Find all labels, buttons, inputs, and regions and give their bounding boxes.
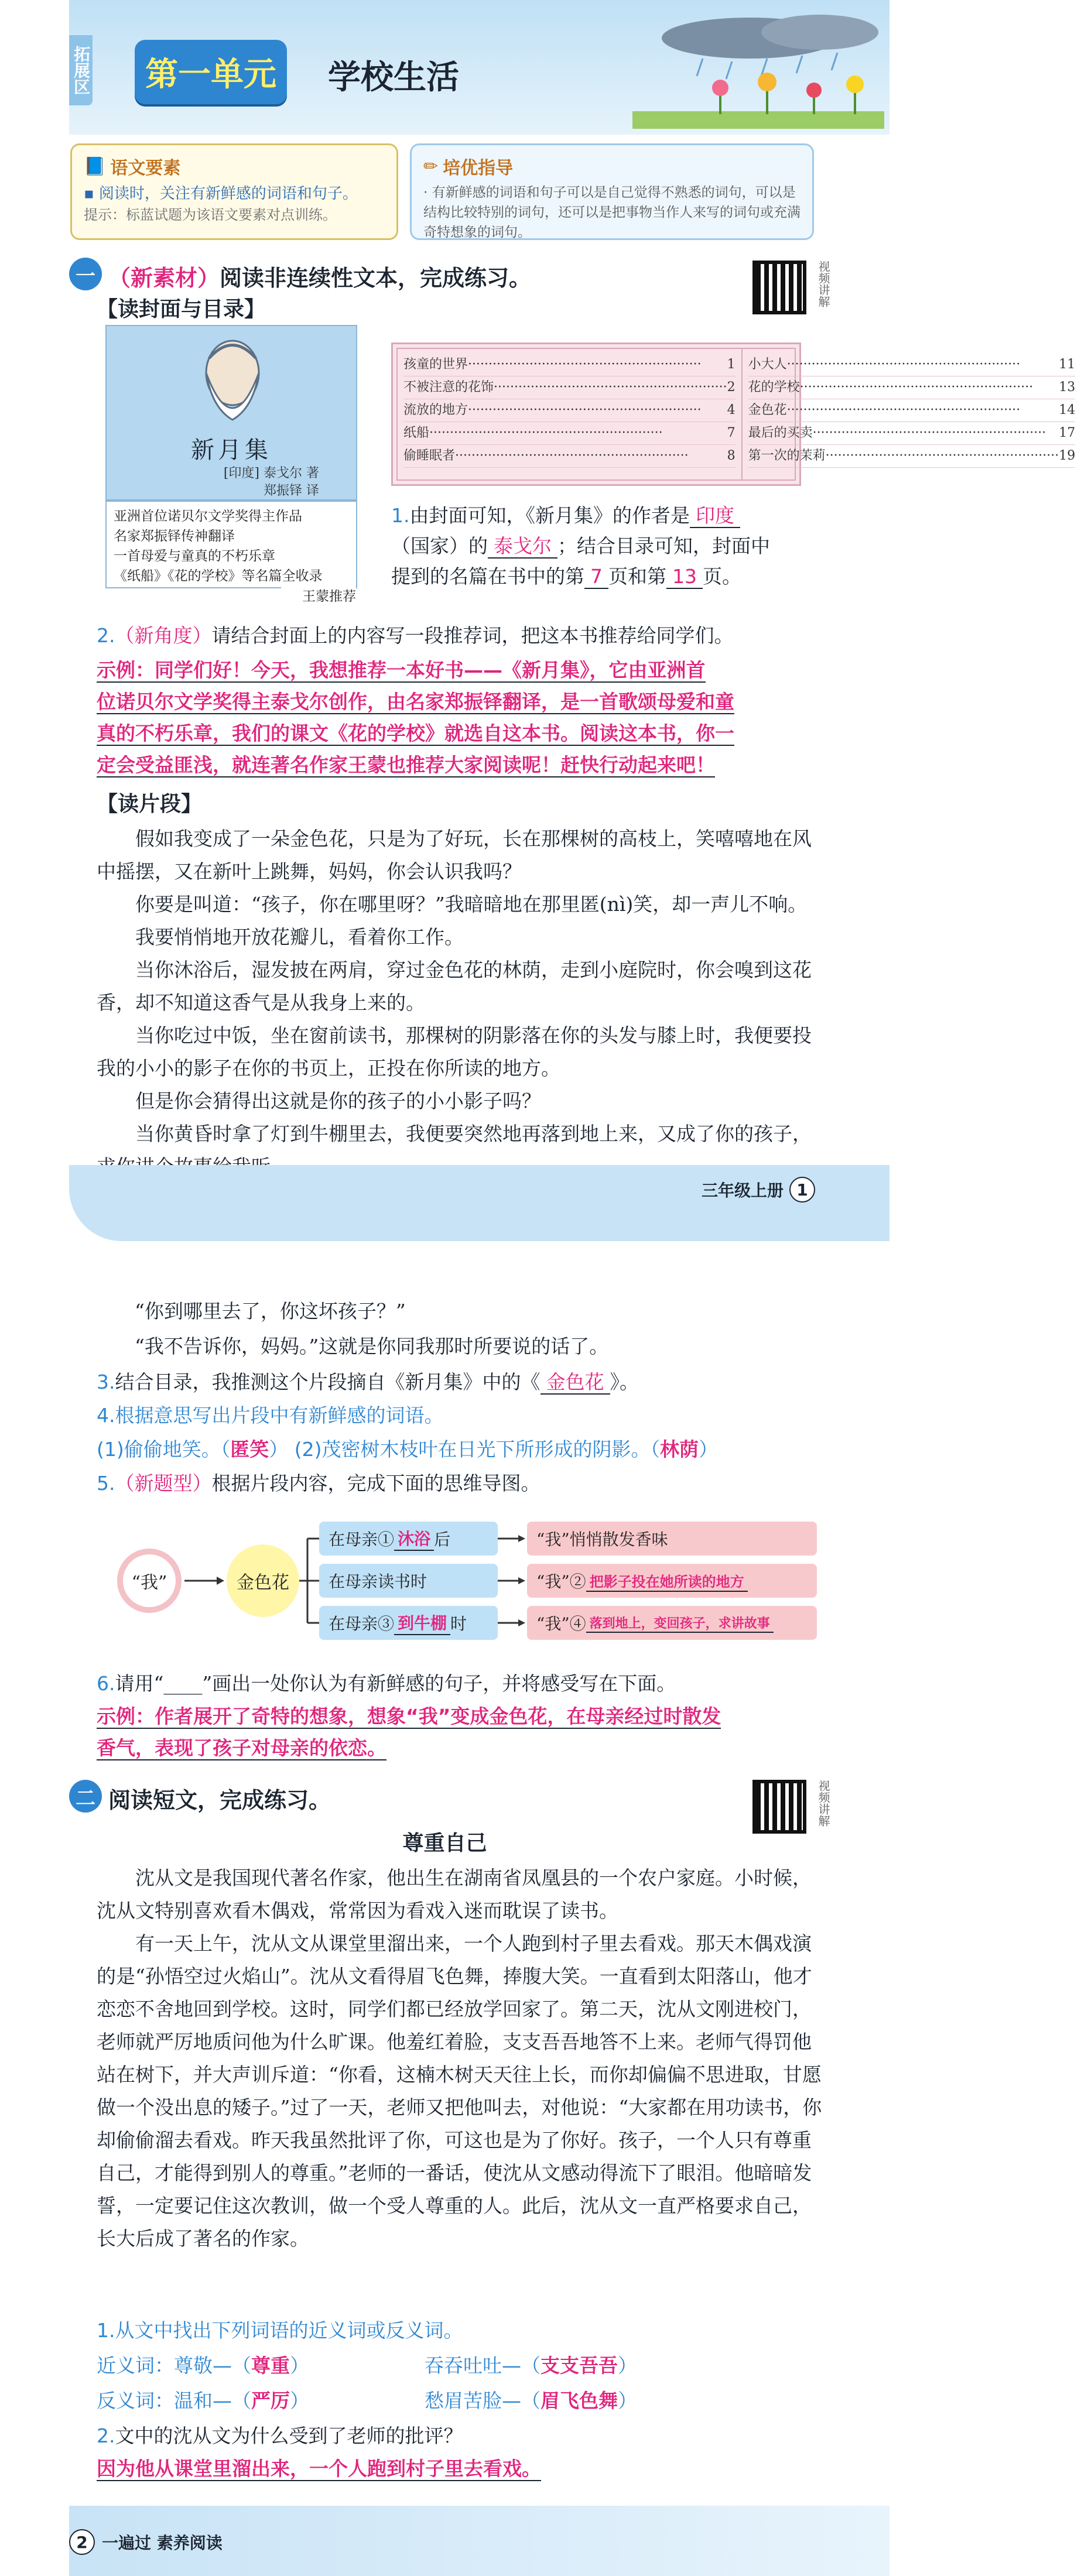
story-passage (97, 1862, 829, 2255)
toc-row (403, 422, 736, 445)
footer (702, 1177, 815, 1203)
section-one-title: （新素材）阅读非连续性文本，完成练习。 (108, 265, 532, 291)
toc-title: 小大人 ····· (748, 354, 1059, 376)
toc-page: 19 (1059, 448, 1076, 463)
mind-map-row-3-right: “我”④ 落到地上，变回孩子，求讲故事 (527, 1606, 817, 1640)
toc-title: 最后的买卖 ····· (748, 422, 1059, 444)
toc-title: 流放的地方 ····· (403, 399, 727, 422)
side-tab: 拓展区 (69, 35, 93, 105)
synonym-row: 近义词：尊敬—（尊重） 吞吞吐吐—（支支吾吾） (97, 2354, 637, 2377)
toc-row (748, 376, 1076, 399)
literacy-element-box (70, 143, 398, 240)
answer-1d[interactable]: 13 (666, 565, 703, 589)
cover-notes: 亚洲首位诺贝尔文学奖得主作品 名家郑振铎传神翻译 一首母爱与童真的不朽乐章 《纸船》《花的学校》等名篇全收录 (105, 501, 357, 588)
question-4: 4.根据意思写出片段中有新鲜感的词语。 (97, 1404, 444, 1427)
toc-row (403, 399, 736, 422)
toc-title: 偷睡眠者 ····· (403, 445, 727, 467)
antonym-answer-1[interactable]: 严厉 (251, 2389, 290, 2412)
toc-page: 8 (727, 448, 736, 463)
answer-2-line: 位诺贝尔文学奖得主泰戈尔创作，由名家郑振铎翻译，是一首歌颂母爱和童 (97, 690, 734, 713)
excerpt-paragraph: 当你吃过中饭，坐在窗前读书，那棵树的阴影落在你的头发与膝上时，我便要投我的小小的影子在你的书页上，正投在你所读的地方。 (97, 1024, 812, 1080)
question-5: 5.（新题型）根据片段内容，完成下面的思维导图。 (97, 1472, 540, 1495)
answer-3[interactable]: 金色花 (540, 1371, 610, 1395)
pencil-icon: ✏ (423, 156, 439, 177)
page-number: 1 (789, 1177, 815, 1203)
table-of-contents (391, 342, 1076, 486)
toc-row (403, 445, 736, 468)
toc-title: 不被注意的花饰 ····· (403, 376, 727, 399)
book-cover (105, 325, 357, 501)
antonym-answer-2[interactable]: 眉飞色舞 (540, 2389, 618, 2412)
qr-label: 视频讲解 (816, 261, 830, 307)
section-one-number: 一 (69, 258, 102, 290)
answer-1c[interactable]: 7 (584, 565, 608, 589)
toc-page: 1 (727, 357, 736, 372)
excerpt-paragraph: 但是你会猜得出这就是你的孩子的小小影子吗？ (135, 1090, 541, 1112)
toc-row (403, 354, 736, 376)
answer-2-line: 定会受益匪浅，就连著名作家王蒙也推荐大家阅读呢！赶快行动起来吧！ (97, 753, 715, 776)
question-4-items: (1)偷偷地笑。（匿笑） (2)茂密树木枝叶在日光下所形成的阴影。（林荫） (97, 1438, 718, 1461)
antonym-row: 反义词：温和—（严厉） 愁眉苦脸—（眉飞色舞） (97, 2389, 637, 2412)
answer-2-line: 真的不朽乐章，我们的课文《花的学校》就选自这本书。阅读这本书，你一 (97, 722, 734, 745)
label-cover-toc: 【读封面与目录】 (97, 297, 266, 321)
page-1 (0, 0, 1076, 1241)
qr-label-2: 视频讲解 (816, 1780, 830, 1827)
guidance-text: · 有新鲜感的词语和句子可以是自己觉得不熟悉的词句，可以是结构比较特别的词句，还可以是把事物当作人来写的词句或充满奇特想象的词句。 (423, 185, 801, 240)
mind-map-golden-flower: 金色花 (227, 1544, 299, 1617)
answer-1a[interactable]: 印度 (690, 504, 740, 528)
mind-map-row-1-right: “我”悄悄散发香味 (527, 1522, 817, 1556)
page-2 (0, 1270, 890, 2576)
excerpt-paragraph: 当你沐浴后，湿发披在两肩，穿过金色花的林荫，走到小庭院时，你会嗅到这花香，却不知道这香气是从我身上来的。 (97, 958, 812, 1014)
toc-page: 11 (1059, 357, 1076, 372)
toc-row (748, 422, 1076, 445)
mind-map-row-2-left: 在母亲读书时 (319, 1564, 498, 1598)
toc-page: 7 (727, 426, 736, 440)
footer-2 (69, 2529, 223, 2555)
cover-translator: 郑振铎 译 (264, 484, 319, 498)
toc-row (748, 445, 1076, 468)
toc-row (403, 376, 736, 399)
toc-title: 纸船 ····· (403, 422, 727, 444)
answer-2-line: 示例：同学们好！今天，我想推荐一本好书——《新月集》，它由亚洲首 (97, 659, 706, 681)
label-excerpt: 【读片段】 (97, 792, 203, 816)
cover-author: [印度] 泰戈尔 著 (223, 466, 319, 481)
toc-title: 孩童的世界 ····· (403, 354, 727, 376)
excerpt-paragraph: 我要悄悄地开放花瓣儿，看着你工作。 (135, 926, 464, 948)
question-1: 1.由封面可知，《新月集》的作者是 印度 （国家）的 泰戈尔 ；结合目录可知，封面中 提到的名篇在书中的第 7 页和第 13 页。 (391, 504, 770, 588)
story-paragraph: 沈从文是我国现代著名作家，他出生在湖南省凤凰县的一个农户家庭。小时候，沈从文特别喜欢看木偶戏，常常因为看戏入迷而耽误了读书。 (97, 1866, 812, 1922)
answer-2[interactable] (97, 655, 834, 781)
literacy-element-title: 📘 语文要素 (84, 156, 181, 179)
answer-1b[interactable]: 泰戈尔 (488, 535, 557, 559)
story-question-2: 2.文中的沈从文为什么受到了老师的批评？ (97, 2424, 463, 2447)
dialog-line-1: “你到哪里去了，你这坏孩子？” (135, 1300, 406, 1323)
literacy-element-line: ▪ 阅读时，关注有新鲜感的词语和句子。 (84, 185, 358, 203)
toc-page: 4 (727, 403, 736, 417)
book-icon: 📘 (84, 156, 106, 177)
story-question-1: 1.从文中找出下列词语的近义词或反义词。 (97, 2319, 463, 2342)
story-paragraph: 有一天上午，沈从文从课堂里溜出来，一个人跑到村子里去看戏。那天木偶戏演的是“孙悟空过火焰山”。沈从文看得眉飞色舞，捧腹大笑。一直看到太阳落山，他才恋恋不舍地回到学校。这时，同学们都已经放学回家了。第二天，沈从文刚进校门，老师就严厉地质问他为什么旷课。他羞红着脸，支支吾吾地答不上来。老师气得罚他站在树下，并大声训斥道：“你看，这楠木树天天往上长，而你却偏偏不思进取，甘愿做一个没出息的矮子。”过了一天，老师又把他叫去，对他说：“大家都在用功读书，你却偷偷溜去看戏。昨天我虽然批评了你，可这也是为了你好。孩子，一个人只有尊重自己，才能得到别人的尊重。”老师的一番话，使沈从文感动得流下了眼泪。他暗暗发誓，一定要记住这次教训，做一个受人尊重的人。此后，沈从文一直严格要求自己，长大后成了著名的作家。 (97, 1932, 822, 2250)
unit-title: 学校生活 (328, 59, 459, 97)
section-two-number: 二 (69, 1780, 102, 1813)
page-number-2: 2 (69, 2529, 95, 2555)
tagore-portrait (159, 332, 306, 431)
toc-page: 17 (1059, 426, 1076, 440)
excerpt-passage (97, 823, 829, 1183)
story-title: 尊重自己 (402, 1831, 487, 1855)
guidance-title: ✏ 培优指导 (423, 156, 514, 179)
rain-flower-illustration (632, 12, 884, 129)
mind-map-row-2-right: “我”② 把影子投在她所读的地方 (527, 1564, 817, 1598)
dialog-line-2: “我不告诉你，妈妈。”这就是你同我那时所要说的话了。 (135, 1335, 609, 1358)
guidance-box (410, 143, 814, 240)
toc-right-column (741, 349, 1081, 479)
toc-title: 花的学校 ····· (748, 376, 1059, 399)
story-answer-2[interactable]: 因为他从课堂里溜出来，一个人跑到村子里去看戏。 (97, 2457, 541, 2480)
cover-title: 新月集 (191, 437, 272, 464)
brand-label: 一遍过 素养阅读 (102, 2533, 223, 2553)
mind-map-row-1-left: 在母亲① 沐浴 后 (319, 1522, 498, 1556)
toc-page: 14 (1059, 403, 1076, 417)
question-2: 2.（新角度）请结合封面上的内容写一段推荐词，把这本书推荐给同学们。 (97, 624, 734, 647)
literacy-element-hint: 提示：标蓝试题为该语文要素对点训练。 (84, 207, 337, 223)
synonym-answer-2[interactable]: 支支吾吾 (540, 2354, 618, 2377)
answer-4a[interactable]: 匿笑 (230, 1438, 269, 1461)
unit-badge: 第一单元 (135, 40, 287, 104)
synonym-answer-1[interactable]: 尊重 (251, 2354, 290, 2377)
answer-6-line: 示例：作者展开了奇特的想象，想象“我”变成金色花，在母亲经过时散发 (97, 1705, 721, 1728)
excerpt-paragraph: 假如我变成了一朵金色花，只是为了好玩，长在那棵树的高枝上，笑嘻嘻地在风中摇摆，又在新叶上跳舞，妈妈，你会认识我吗？ (97, 827, 812, 883)
toc-title: 金色花 ····· (748, 399, 1059, 422)
mind-map-center: “我” (117, 1549, 182, 1613)
excerpt-paragraph: 你要是叫道：“孩子，你在哪里呀？”我暗暗地在那里匿(nì)笑，却一声儿不响。 (135, 893, 808, 916)
qr-code-2[interactable] (752, 1780, 806, 1834)
mind-map (97, 1510, 829, 1657)
cover-recommender: 王蒙推荐 (281, 585, 356, 605)
answer-4b[interactable]: 林荫 (659, 1438, 699, 1461)
question-3: 3.结合目录，我推测这个片段摘自《新月集》中的《 金色花 》。 (97, 1371, 639, 1393)
question-6: 6.请用“____”画出一处你认为有新鲜感的句子，并将感受写在下面。 (97, 1672, 676, 1695)
toc-title: 第一次的茉莉 ····· (748, 445, 1059, 467)
mind-map-row-3-left: 在母亲③ 到牛棚 时 (319, 1606, 498, 1640)
answer-6[interactable] (97, 1701, 834, 1764)
grade-label: 三年级上册 (702, 1181, 784, 1200)
toc-row (748, 399, 1076, 422)
excerpt-paragraph: 当你黄昏时拿了灯到牛棚里去，我便要突然地再落到地上来，又成了你的孩子， (135, 1122, 812, 1145)
section-two-title: 阅读短文，完成练习。 (108, 1787, 331, 1813)
toc-left-column (398, 349, 741, 479)
page-gap (0, 1241, 890, 1270)
qr-code[interactable] (752, 261, 806, 314)
answer-6-line: 香气，表现了孩子对母亲的依恋。 (97, 1736, 386, 1759)
toc-page: 2 (727, 380, 736, 395)
toc-row (748, 354, 1076, 376)
toc-page: 13 (1059, 380, 1076, 395)
